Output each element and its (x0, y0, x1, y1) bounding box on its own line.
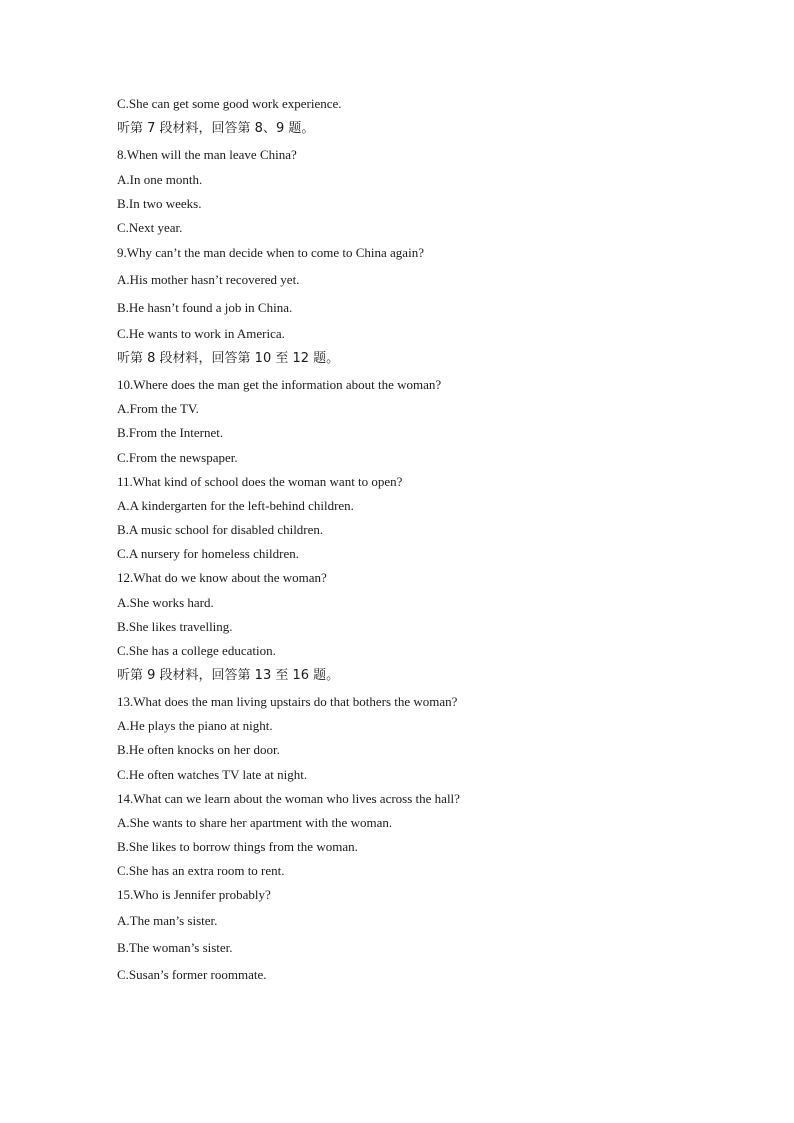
section-header-9: 听第 9 段材料，回答第 13 至 16 题。 (117, 668, 340, 683)
section-header-8: 听第 8 段材料，回答第 10 至 12 题。 (117, 351, 340, 366)
option-11b: B.A music school for disabled children. (117, 522, 324, 537)
option-12b: B.She likes travelling. (117, 619, 233, 634)
option-15b: B.The woman’s sister. (117, 940, 233, 955)
question-13: 13.What does the man living upstairs do that bothers the woman? (117, 694, 458, 709)
option-12a: A.She works hard. (117, 595, 214, 610)
option-10b: B.From the Internet. (117, 425, 224, 440)
question-10: 10.Where does the man get the information about the woman? (117, 377, 442, 392)
question-9: 9.Why can’t the man decide when to come to China again? (117, 245, 424, 260)
section-header-7: 听第 7 段材料，回答第 8、9 题。 (117, 121, 315, 136)
option-13b: B.He often knocks on her door. (117, 742, 280, 757)
question-11: 11.What kind of school does the woman want to open? (117, 474, 403, 489)
option-13a: A.He plays the piano at night. (117, 718, 273, 733)
question-12: 12.What do we know about the woman? (117, 570, 327, 585)
option-14c: C.She has an extra room to rent. (117, 863, 285, 878)
option-8b: B.In two weeks. (117, 196, 202, 211)
option-11c: C.A nursery for homeless children. (117, 546, 299, 561)
option-12c: C.She has a college education. (117, 643, 276, 658)
option-11a: A.A kindergarten for the left-behind children. (117, 498, 354, 513)
option-7c: C.She can get some good work experience. (117, 96, 342, 111)
option-15c: C.Susan’s former roommate. (117, 967, 267, 982)
option-14b: B.She likes to borrow things from the woman. (117, 839, 358, 854)
question-14: 14.What can we learn about the woman who lives across the hall? (117, 791, 460, 806)
option-8c: C.Next year. (117, 220, 183, 235)
question-15: 15.Who is Jennifer probably? (117, 887, 271, 902)
option-9b: B.He hasn’t found a job in China. (117, 300, 293, 315)
option-15a: A.The man’s sister. (117, 913, 218, 928)
option-8a: A.In one month. (117, 172, 203, 187)
option-14a: A.She wants to share her apartment with the woman. (117, 815, 393, 830)
question-8: 8.When will the man leave China? (117, 147, 297, 162)
option-13c: C.He often watches TV late at night. (117, 767, 308, 782)
option-9a: A.His mother hasn’t recovered yet. (117, 272, 300, 287)
option-10c: C.From the newspaper. (117, 450, 238, 465)
option-9c: C.He wants to work in America. (117, 326, 285, 341)
option-10a: A.From the TV. (117, 401, 199, 416)
